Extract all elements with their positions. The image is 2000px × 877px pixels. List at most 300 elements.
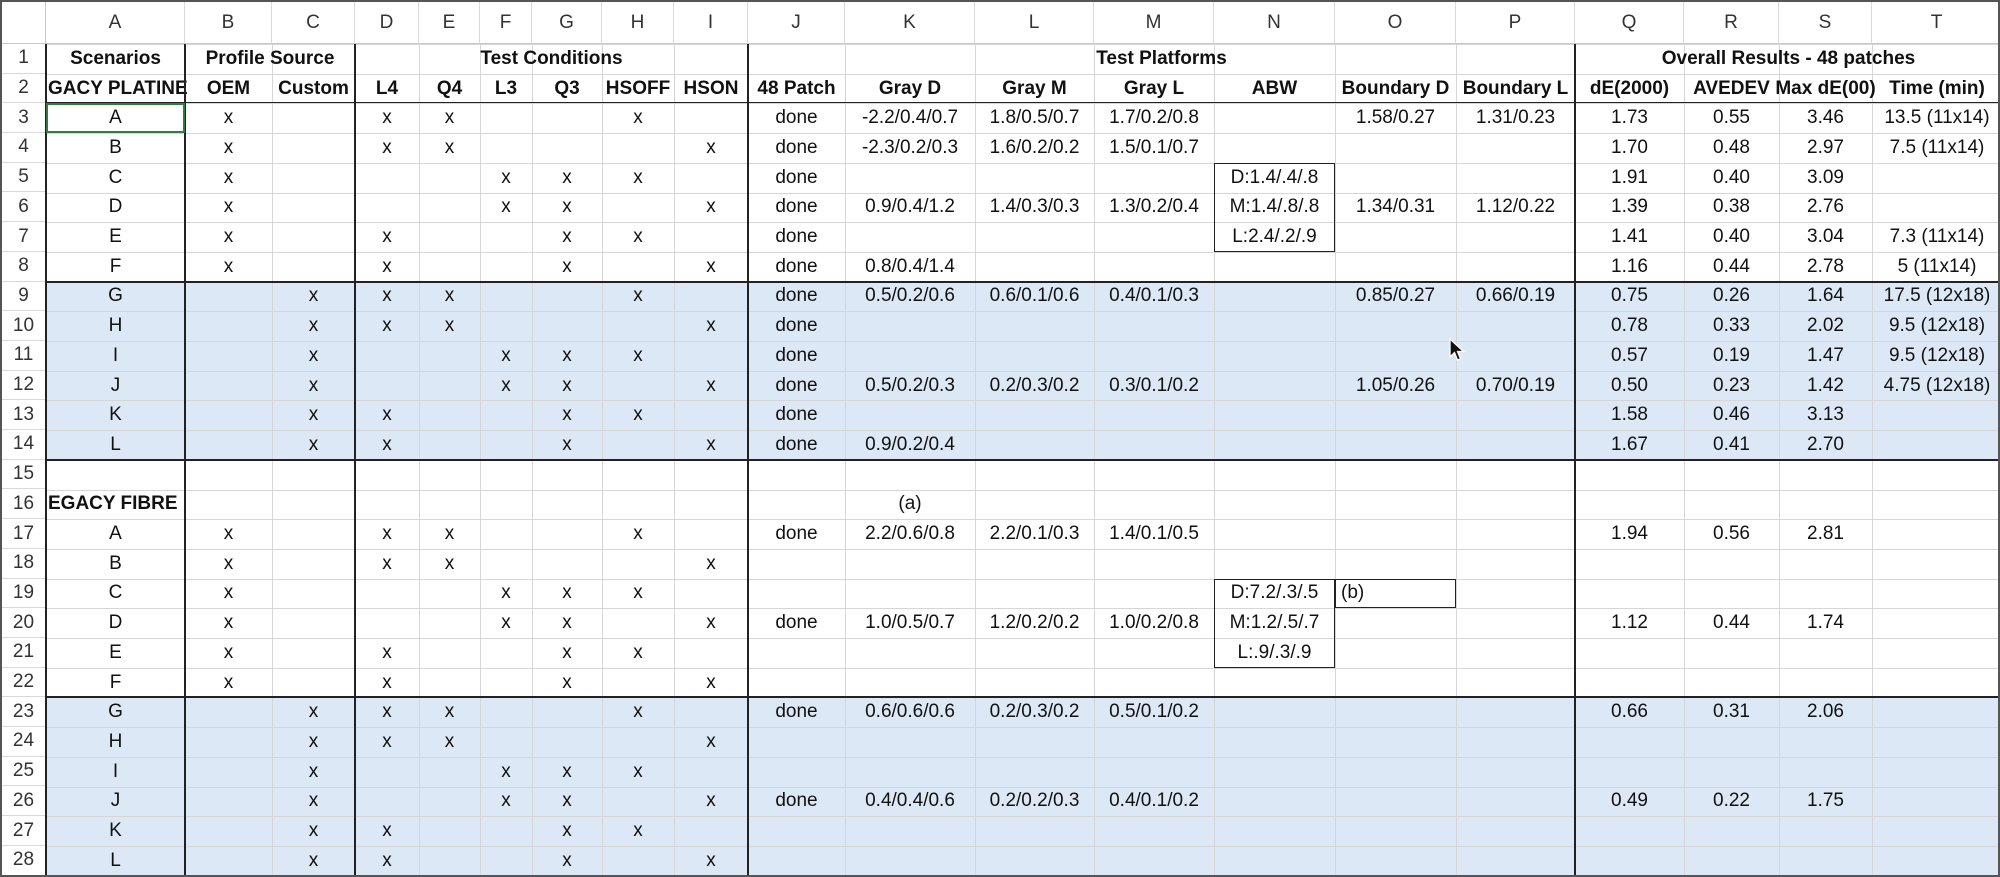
cell-D23[interactable]: x bbox=[382, 701, 392, 723]
cell-C12[interactable]: x bbox=[308, 374, 319, 396]
cell-G28[interactable]: x bbox=[562, 849, 572, 871]
cell-R7[interactable]: 0.40 bbox=[1713, 226, 1750, 248]
cell-G8[interactable]: x bbox=[562, 255, 572, 277]
row-header[interactable]: 6 bbox=[2, 193, 46, 223]
cell-C24[interactable]: x bbox=[308, 730, 319, 752]
cell-D3[interactable]: x bbox=[382, 107, 392, 129]
cell-J13[interactable]: done bbox=[775, 404, 818, 426]
cell-H19[interactable]: x bbox=[633, 582, 643, 604]
cell-N2[interactable]: ABW bbox=[1251, 77, 1298, 99]
row-header[interactable]: 4 bbox=[2, 133, 46, 163]
cell-G2[interactable]: Q3 bbox=[554, 77, 580, 99]
row-header[interactable]: 27 bbox=[2, 816, 46, 846]
column-header[interactable]: T bbox=[1872, 2, 2000, 44]
column-header[interactable]: I bbox=[674, 2, 748, 44]
cell-R13[interactable]: 0.46 bbox=[1713, 404, 1750, 426]
cell-T9[interactable]: 17.5 (12x18) bbox=[1883, 285, 1991, 307]
cell-O19[interactable]: (b) bbox=[1341, 582, 1365, 604]
cell-C27[interactable]: x bbox=[308, 820, 319, 842]
cell-F5[interactable]: x bbox=[501, 166, 511, 188]
cell-T11[interactable]: 9.5 (12x18) bbox=[1888, 344, 1986, 366]
row-header[interactable]: 25 bbox=[2, 757, 46, 787]
cell-D1[interactable]: Test Conditions bbox=[480, 47, 623, 69]
cell-B4[interactable]: x bbox=[223, 136, 234, 158]
cell-L6[interactable]: 1.4/0.3/0.3 bbox=[989, 196, 1080, 218]
cell-D10[interactable]: x bbox=[382, 315, 392, 337]
cell-I20[interactable]: x bbox=[706, 612, 716, 634]
cell-A19[interactable]: C bbox=[108, 582, 123, 604]
cell-P12[interactable]: 0.70/0.19 bbox=[1475, 374, 1556, 396]
cell-M23[interactable]: 0.5/0.1/0.2 bbox=[1109, 701, 1199, 723]
cell-B5[interactable]: x bbox=[223, 166, 234, 188]
cell-C14[interactable]: x bbox=[308, 433, 319, 455]
row-header[interactable]: 7 bbox=[2, 222, 46, 252]
cell-Q7[interactable]: 1.41 bbox=[1611, 226, 1648, 248]
cell-D21[interactable]: x bbox=[382, 641, 392, 663]
row-header[interactable]: 16 bbox=[2, 490, 46, 520]
cell-E24[interactable]: x bbox=[444, 730, 455, 752]
cell-S14[interactable]: 2.70 bbox=[1807, 433, 1844, 455]
cell-I6[interactable]: x bbox=[706, 196, 716, 218]
cell-R14[interactable]: 0.41 bbox=[1713, 433, 1750, 455]
cell-Q14[interactable]: 1.67 bbox=[1611, 433, 1648, 455]
cell-D22[interactable]: x bbox=[382, 671, 392, 693]
cell-K9[interactable]: 0.5/0.2/0.6 bbox=[865, 285, 955, 307]
cell-Q8[interactable]: 1.16 bbox=[1611, 255, 1648, 277]
cell-T8[interactable]: 5 (11x14) bbox=[1897, 255, 1977, 277]
column-header[interactable]: G bbox=[532, 2, 602, 44]
cell-A14[interactable]: L bbox=[110, 433, 121, 455]
cell-A25[interactable]: I bbox=[112, 760, 119, 782]
cell-L23[interactable]: 0.2/0.3/0.2 bbox=[989, 701, 1080, 723]
cell-F20[interactable]: x bbox=[501, 612, 511, 634]
cell-D8[interactable]: x bbox=[382, 255, 392, 277]
cell-Q23[interactable]: 0.66 bbox=[1611, 701, 1648, 723]
cell-A4[interactable]: B bbox=[109, 136, 122, 158]
cell-M20[interactable]: 1.0/0.2/0.8 bbox=[1109, 612, 1199, 634]
cell-J20[interactable]: done bbox=[775, 612, 818, 634]
cell-I8[interactable]: x bbox=[706, 255, 716, 277]
cell-Q13[interactable]: 1.58 bbox=[1611, 404, 1648, 426]
cell-Q12[interactable]: 0.50 bbox=[1611, 374, 1648, 396]
cell-A22[interactable]: F bbox=[109, 671, 122, 693]
cell-C9[interactable]: x bbox=[308, 285, 319, 307]
cell-L20[interactable]: 1.2/0.2/0.2 bbox=[989, 612, 1080, 634]
row-header[interactable]: 22 bbox=[2, 668, 46, 698]
row-header[interactable]: 3 bbox=[2, 103, 46, 133]
cell-A27[interactable]: K bbox=[109, 820, 122, 842]
cell-Q10[interactable]: 0.78 bbox=[1611, 315, 1648, 337]
row-header[interactable]: 14 bbox=[2, 430, 46, 460]
cell-Q3[interactable]: 1.73 bbox=[1611, 107, 1648, 129]
cell-R2[interactable]: AVEDEV bbox=[1693, 77, 1770, 99]
cell-J5[interactable]: done bbox=[775, 166, 818, 188]
cell-S7[interactable]: 3.04 bbox=[1807, 226, 1844, 248]
row-header[interactable]: 2 bbox=[2, 74, 46, 104]
cell-A6[interactable]: D bbox=[108, 196, 123, 218]
cell-S9[interactable]: 1.64 bbox=[1807, 285, 1844, 307]
cell-A21[interactable]: E bbox=[109, 641, 122, 663]
column-header[interactable]: J bbox=[748, 2, 845, 44]
cell-B21[interactable]: x bbox=[223, 641, 234, 663]
cell-C23[interactable]: x bbox=[308, 701, 319, 723]
cell-S12[interactable]: 1.42 bbox=[1807, 374, 1844, 396]
cell-Q5[interactable]: 1.91 bbox=[1611, 166, 1648, 188]
row-header[interactable]: 8 bbox=[2, 252, 46, 282]
cell-A16[interactable]: EGACY FIBRE bbox=[48, 493, 178, 515]
cell-F26[interactable]: x bbox=[501, 790, 511, 812]
cell-J2[interactable]: 48 Patch bbox=[757, 77, 836, 99]
column-header[interactable]: L bbox=[975, 2, 1094, 44]
row-header[interactable]: 13 bbox=[2, 400, 46, 430]
cell-C13[interactable]: x bbox=[308, 404, 319, 426]
cell-B18[interactable]: x bbox=[223, 552, 234, 574]
cell-D2[interactable]: L4 bbox=[375, 77, 399, 99]
row-header[interactable]: 20 bbox=[2, 608, 46, 638]
cell-R4[interactable]: 0.48 bbox=[1713, 136, 1750, 158]
cell-A10[interactable]: H bbox=[108, 315, 123, 337]
row-header[interactable]: 15 bbox=[2, 460, 46, 490]
cell-N21[interactable]: L:.9/.3/.9 bbox=[1237, 641, 1312, 663]
row-header[interactable]: 28 bbox=[2, 846, 46, 876]
cell-S8[interactable]: 2.78 bbox=[1807, 255, 1844, 277]
row-header[interactable]: 24 bbox=[2, 727, 46, 757]
cell-F6[interactable]: x bbox=[501, 196, 511, 218]
cell-K4[interactable]: -2.3/0.2/0.3 bbox=[861, 136, 959, 158]
cell-S2[interactable]: Max dE(00) bbox=[1775, 77, 1876, 99]
cell-C28[interactable]: x bbox=[308, 849, 319, 871]
cell-J11[interactable]: done bbox=[775, 344, 818, 366]
cell-S13[interactable]: 3.13 bbox=[1807, 404, 1844, 426]
cell-H13[interactable]: x bbox=[633, 404, 643, 426]
cell-H2[interactable]: HSOFF bbox=[605, 77, 671, 99]
cell-K2[interactable]: Gray D bbox=[878, 77, 942, 99]
cell-F11[interactable]: x bbox=[501, 344, 511, 366]
cell-J4[interactable]: done bbox=[775, 136, 818, 158]
cell-J9[interactable]: done bbox=[775, 285, 818, 307]
cell-E10[interactable]: x bbox=[444, 315, 455, 337]
cell-K17[interactable]: 2.2/0.6/0.8 bbox=[865, 523, 955, 545]
cell-A13[interactable]: K bbox=[109, 404, 122, 426]
cell-T7[interactable]: 7.3 (11x14) bbox=[1889, 226, 1985, 248]
cell-B17[interactable]: x bbox=[223, 523, 234, 545]
column-header[interactable]: R bbox=[1684, 2, 1779, 44]
cell-S10[interactable]: 2.02 bbox=[1807, 315, 1844, 337]
cell-J1[interactable]: Test Platforms bbox=[1096, 47, 1227, 69]
cell-R11[interactable]: 0.19 bbox=[1713, 344, 1750, 366]
column-header[interactable]: A bbox=[46, 2, 185, 44]
cell-C2[interactable]: Custom bbox=[278, 77, 349, 99]
cell-S5[interactable]: 3.09 bbox=[1807, 166, 1844, 188]
cell-B22[interactable]: x bbox=[223, 671, 234, 693]
column-header[interactable]: P bbox=[1456, 2, 1575, 44]
cell-S26[interactable]: 1.75 bbox=[1807, 790, 1844, 812]
cell-S17[interactable]: 2.81 bbox=[1807, 523, 1844, 545]
cell-N6[interactable]: M:1.4/.8/.8 bbox=[1229, 196, 1320, 218]
column-header[interactable]: S bbox=[1779, 2, 1872, 44]
cell-N5[interactable]: D:1.4/.4/.8 bbox=[1230, 166, 1319, 188]
cell-G13[interactable]: x bbox=[562, 404, 572, 426]
cell-G22[interactable]: x bbox=[562, 671, 572, 693]
cell-A20[interactable]: D bbox=[108, 612, 123, 634]
cell-G7[interactable]: x bbox=[562, 226, 572, 248]
cell-T4[interactable]: 7.5 (11x14) bbox=[1889, 136, 1985, 158]
cell-J8[interactable]: done bbox=[775, 255, 818, 277]
cell-N7[interactable]: L:2.4/.2/.9 bbox=[1232, 226, 1317, 248]
cell-R23[interactable]: 0.31 bbox=[1713, 701, 1750, 723]
cell-A23[interactable]: G bbox=[108, 701, 123, 723]
cell-M9[interactable]: 0.4/0.1/0.3 bbox=[1109, 285, 1199, 307]
cell-G19[interactable]: x bbox=[562, 582, 572, 604]
cell-B6[interactable]: x bbox=[223, 196, 234, 218]
cell-S20[interactable]: 1.74 bbox=[1807, 612, 1844, 634]
cell-K16[interactable]: (a) bbox=[898, 493, 922, 515]
cell-R12[interactable]: 0.23 bbox=[1713, 374, 1750, 396]
cell-G25[interactable]: x bbox=[562, 760, 572, 782]
cell-Q2[interactable]: dE(2000) bbox=[1589, 77, 1670, 99]
cell-L12[interactable]: 0.2/0.3/0.2 bbox=[989, 374, 1080, 396]
cell-F2[interactable]: L3 bbox=[494, 77, 518, 99]
cell-J6[interactable]: done bbox=[775, 196, 818, 218]
row-header[interactable]: 12 bbox=[2, 371, 46, 401]
cell-Q6[interactable]: 1.39 bbox=[1611, 196, 1648, 218]
cell-I28[interactable]: x bbox=[706, 849, 716, 871]
column-header[interactable]: F bbox=[480, 2, 532, 44]
row-header[interactable]: 1 bbox=[2, 44, 46, 74]
cell-M12[interactable]: 0.3/0.1/0.2 bbox=[1109, 374, 1199, 396]
cell-S11[interactable]: 1.47 bbox=[1807, 344, 1844, 366]
cell-S3[interactable]: 3.46 bbox=[1807, 107, 1844, 129]
cell-A2[interactable]: GACY PLATINE bbox=[48, 77, 188, 99]
cell-A26[interactable]: J bbox=[110, 790, 121, 812]
cell-J23[interactable]: done bbox=[775, 701, 818, 723]
cell-H3[interactable]: x bbox=[633, 107, 643, 129]
cell-E17[interactable]: x bbox=[444, 523, 455, 545]
cell-M6[interactable]: 1.3/0.2/0.4 bbox=[1109, 196, 1199, 218]
cell-M4[interactable]: 1.5/0.1/0.7 bbox=[1109, 136, 1199, 158]
cell-F12[interactable]: x bbox=[501, 374, 511, 396]
cell-D17[interactable]: x bbox=[382, 523, 392, 545]
cell-J7[interactable]: done bbox=[775, 226, 818, 248]
cell-J12[interactable]: done bbox=[775, 374, 818, 396]
cell-T12[interactable]: 4.75 (12x18) bbox=[1883, 374, 1991, 396]
cell-B2[interactable]: OEM bbox=[206, 77, 251, 99]
cell-L4[interactable]: 1.6/0.2/0.2 bbox=[989, 136, 1080, 158]
cell-H11[interactable]: x bbox=[633, 344, 643, 366]
cell-F25[interactable]: x bbox=[501, 760, 511, 782]
cell-Q26[interactable]: 0.49 bbox=[1611, 790, 1648, 812]
cell-T2[interactable]: Time (min) bbox=[1889, 77, 1985, 99]
cell-D9[interactable]: x bbox=[382, 285, 392, 307]
column-header[interactable]: C bbox=[272, 2, 355, 44]
cell-A5[interactable]: C bbox=[108, 166, 123, 188]
cell-O9[interactable]: 0.85/0.27 bbox=[1355, 285, 1436, 307]
cell-L9[interactable]: 0.6/0.1/0.6 bbox=[989, 285, 1080, 307]
cell-H7[interactable]: x bbox=[633, 226, 643, 248]
cell-A28[interactable]: L bbox=[110, 849, 121, 871]
cell-B20[interactable]: x bbox=[223, 612, 234, 634]
cell-H21[interactable]: x bbox=[633, 641, 643, 663]
cell-J14[interactable]: done bbox=[775, 433, 818, 455]
cell-D4[interactable]: x bbox=[382, 136, 392, 158]
cell-A8[interactable]: F bbox=[109, 255, 122, 277]
cell-R20[interactable]: 0.44 bbox=[1713, 612, 1750, 634]
cell-K26[interactable]: 0.4/0.4/0.6 bbox=[865, 790, 955, 812]
cell-R3[interactable]: 0.55 bbox=[1713, 107, 1750, 129]
cell-I2[interactable]: HSON bbox=[683, 77, 739, 99]
column-header[interactable]: B bbox=[185, 2, 272, 44]
cell-D14[interactable]: x bbox=[382, 433, 392, 455]
cell-B7[interactable]: x bbox=[223, 226, 234, 248]
row-header[interactable]: 10 bbox=[2, 311, 46, 341]
cell-T10[interactable]: 9.5 (12x18) bbox=[1888, 315, 1986, 337]
column-header[interactable]: D bbox=[355, 2, 419, 44]
cell-Q20[interactable]: 1.12 bbox=[1611, 612, 1648, 634]
column-header[interactable]: N bbox=[1214, 2, 1335, 44]
cell-B8[interactable]: x bbox=[223, 255, 234, 277]
column-header[interactable]: O bbox=[1335, 2, 1456, 44]
column-header[interactable]: E bbox=[419, 2, 480, 44]
cell-Q1[interactable]: Overall Results - 48 patches bbox=[1661, 47, 1916, 69]
cell-Q11[interactable]: 0.57 bbox=[1611, 344, 1648, 366]
column-header[interactable]: M bbox=[1094, 2, 1214, 44]
cell-R5[interactable]: 0.40 bbox=[1713, 166, 1750, 188]
cell-J3[interactable]: done bbox=[775, 107, 818, 129]
cell-A18[interactable]: B bbox=[109, 552, 122, 574]
cell-I14[interactable]: x bbox=[706, 433, 716, 455]
column-header[interactable]: H bbox=[602, 2, 674, 44]
cell-H17[interactable]: x bbox=[633, 523, 643, 545]
cell-H25[interactable]: x bbox=[633, 760, 643, 782]
cell-A3[interactable]: A bbox=[109, 107, 122, 129]
cell-C10[interactable]: x bbox=[308, 315, 319, 337]
cell-S6[interactable]: 2.76 bbox=[1807, 196, 1844, 218]
cell-I24[interactable]: x bbox=[706, 730, 716, 752]
select-all-corner[interactable] bbox=[2, 2, 46, 44]
cell-I12[interactable]: x bbox=[706, 374, 716, 396]
cell-E9[interactable]: x bbox=[444, 285, 455, 307]
cell-R6[interactable]: 0.38 bbox=[1713, 196, 1750, 218]
selected-cell[interactable] bbox=[46, 103, 185, 133]
cell-P6[interactable]: 1.12/0.22 bbox=[1475, 196, 1556, 218]
cell-R8[interactable]: 0.44 bbox=[1713, 255, 1750, 277]
row-header[interactable]: 9 bbox=[2, 282, 46, 312]
cell-K8[interactable]: 0.8/0.4/1.4 bbox=[865, 255, 955, 277]
row-header[interactable]: 21 bbox=[2, 638, 46, 668]
cell-D24[interactable]: x bbox=[382, 730, 392, 752]
cell-J10[interactable]: done bbox=[775, 315, 818, 337]
cell-C11[interactable]: x bbox=[308, 344, 319, 366]
cell-H9[interactable]: x bbox=[633, 285, 643, 307]
cell-D18[interactable]: x bbox=[382, 552, 392, 574]
column-header[interactable]: K bbox=[845, 2, 975, 44]
cell-G12[interactable]: x bbox=[562, 374, 572, 396]
cell-D28[interactable]: x bbox=[382, 849, 392, 871]
cell-G27[interactable]: x bbox=[562, 820, 572, 842]
cell-A1[interactable]: Scenarios bbox=[70, 47, 161, 69]
cell-A11[interactable]: I bbox=[112, 344, 119, 366]
cell-E4[interactable]: x bbox=[444, 136, 455, 158]
cell-L17[interactable]: 2.2/0.1/0.3 bbox=[989, 523, 1080, 545]
cell-A9[interactable]: G bbox=[108, 285, 123, 307]
row-header[interactable]: 18 bbox=[2, 549, 46, 579]
cell-D7[interactable]: x bbox=[382, 226, 392, 248]
cell-K6[interactable]: 0.9/0.4/1.2 bbox=[865, 196, 955, 218]
cell-O6[interactable]: 1.34/0.31 bbox=[1355, 196, 1436, 218]
row-header[interactable]: 19 bbox=[2, 579, 46, 609]
row-header[interactable]: 23 bbox=[2, 697, 46, 727]
cell-R9[interactable]: 0.26 bbox=[1713, 285, 1750, 307]
cell-G14[interactable]: x bbox=[562, 433, 572, 455]
cell-G26[interactable]: x bbox=[562, 790, 572, 812]
cell-Q4[interactable]: 1.70 bbox=[1611, 136, 1648, 158]
cell-R10[interactable]: 0.33 bbox=[1713, 315, 1750, 337]
row-header[interactable]: 17 bbox=[2, 519, 46, 549]
cell-A17[interactable]: A bbox=[109, 523, 122, 545]
cell-I26[interactable]: x bbox=[706, 790, 716, 812]
cell-E23[interactable]: x bbox=[444, 701, 455, 723]
cell-K14[interactable]: 0.9/0.2/0.4 bbox=[865, 433, 955, 455]
cell-B1[interactable]: Profile Source bbox=[205, 47, 335, 69]
cell-J26[interactable]: done bbox=[775, 790, 818, 812]
cell-O2[interactable]: Boundary D bbox=[1341, 77, 1450, 99]
cell-B19[interactable]: x bbox=[223, 582, 234, 604]
cell-C25[interactable]: x bbox=[308, 760, 319, 782]
cell-I18[interactable]: x bbox=[706, 552, 716, 574]
column-header[interactable]: Q bbox=[1575, 2, 1684, 44]
cell-H27[interactable]: x bbox=[633, 820, 643, 842]
cell-L3[interactable]: 1.8/0.5/0.7 bbox=[989, 107, 1080, 129]
cell-M2[interactable]: Gray L bbox=[1123, 77, 1185, 99]
cell-G11[interactable]: x bbox=[562, 344, 572, 366]
cell-P3[interactable]: 1.31/0.23 bbox=[1475, 107, 1556, 129]
row-header[interactable]: 11 bbox=[2, 341, 46, 371]
cell-K12[interactable]: 0.5/0.2/0.3 bbox=[865, 374, 955, 396]
cell-G20[interactable]: x bbox=[562, 612, 572, 634]
cell-L26[interactable]: 0.2/0.2/0.3 bbox=[989, 790, 1080, 812]
cell-Q9[interactable]: 0.75 bbox=[1611, 285, 1648, 307]
cell-H23[interactable]: x bbox=[633, 701, 643, 723]
cell-S23[interactable]: 2.06 bbox=[1807, 701, 1844, 723]
cell-L2[interactable]: Gray M bbox=[1002, 77, 1067, 99]
cell-A7[interactable]: E bbox=[109, 226, 122, 248]
cell-P9[interactable]: 0.66/0.19 bbox=[1475, 285, 1556, 307]
cell-G21[interactable]: x bbox=[562, 641, 572, 663]
cell-D27[interactable]: x bbox=[382, 820, 392, 842]
cell-E18[interactable]: x bbox=[444, 552, 455, 574]
cell-O3[interactable]: 1.58/0.27 bbox=[1355, 107, 1436, 129]
cell-C26[interactable]: x bbox=[308, 790, 319, 812]
cell-A24[interactable]: H bbox=[108, 730, 123, 752]
cell-K23[interactable]: 0.6/0.6/0.6 bbox=[865, 701, 955, 723]
cell-M26[interactable]: 0.4/0.1/0.2 bbox=[1109, 790, 1199, 812]
cell-E3[interactable]: x bbox=[444, 107, 455, 129]
row-header[interactable]: 26 bbox=[2, 787, 46, 817]
cell-R26[interactable]: 0.22 bbox=[1713, 790, 1750, 812]
cell-E2[interactable]: Q4 bbox=[436, 77, 463, 99]
cell-Q17[interactable]: 1.94 bbox=[1611, 523, 1648, 545]
cell-I22[interactable]: x bbox=[706, 671, 716, 693]
cell-H5[interactable]: x bbox=[633, 166, 643, 188]
cell-I4[interactable]: x bbox=[706, 136, 716, 158]
cell-R17[interactable]: 0.56 bbox=[1713, 523, 1750, 545]
cell-A12[interactable]: J bbox=[110, 374, 121, 396]
cell-G5[interactable]: x bbox=[562, 166, 572, 188]
cell-S4[interactable]: 2.97 bbox=[1807, 136, 1844, 158]
cell-K20[interactable]: 1.0/0.5/0.7 bbox=[865, 612, 955, 634]
cell-N20[interactable]: M:1.2/.5/.7 bbox=[1229, 612, 1320, 634]
cell-D13[interactable]: x bbox=[382, 404, 392, 426]
